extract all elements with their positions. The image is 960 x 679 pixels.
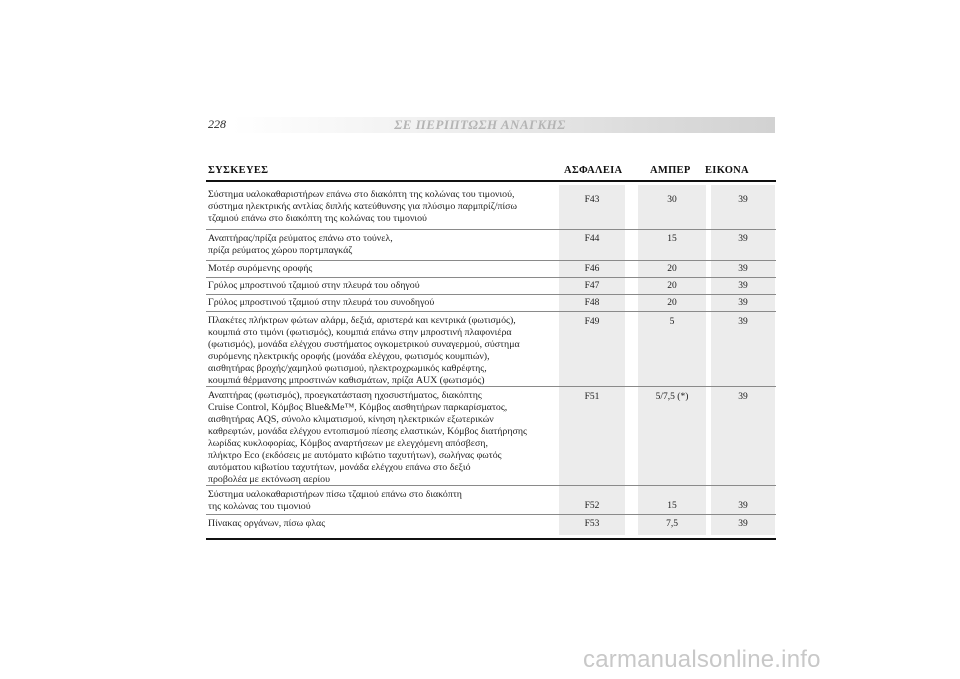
row-description: Πίνακας οργάνων, πίσω φλας xyxy=(208,518,326,529)
row-fuse: F46 xyxy=(584,264,600,274)
column-header-figure: ΕΙΚΟΝΑ xyxy=(705,165,749,176)
table-row xyxy=(206,230,776,261)
row-ampere: 20 xyxy=(667,281,677,291)
table-row xyxy=(206,515,776,535)
row-ampere: 20 xyxy=(667,298,677,308)
row-fuse: F44 xyxy=(584,234,600,244)
table-row xyxy=(206,261,776,278)
row-description: Αναπτήρας/πρίζα ρεύματος επάνω στο τούνελ, πρίζα ρεύματος χώρου πορτμπαγκάζ xyxy=(208,233,393,256)
row-fuse: F49 xyxy=(584,317,600,327)
table-row xyxy=(206,295,776,312)
section-title: ΣΕ ΠΕΡΙΠΤΩΣΗ ΑΝΑΓΚΗΣ xyxy=(394,117,566,132)
row-ampere: 20 xyxy=(667,264,677,274)
row-fuse: F53 xyxy=(584,519,600,529)
table-row xyxy=(206,486,776,515)
row-fuse: F48 xyxy=(584,298,600,308)
row-fuse: F47 xyxy=(584,281,600,291)
row-ampere: 15 xyxy=(667,501,677,511)
table-row xyxy=(206,278,776,295)
row-fuse: F52 xyxy=(584,501,600,511)
row-description: Πλακέτες πλήκτρων φώτων αλάρμ, δεξιά, αριστερά και κεντρικά (φωτισμός), κουμπιά στο τιμόνι (φωτισμός), κουμπιά επάνω στην μπροστινή πλαφονιέρα (φωτισμός), μονάδα ελέγχου συστήματος ογκομετρικού συναγερμού, σύστημα συρόμενης ηλεκτρικής οροφής (μονάδα ελέγχου, φωτισμός κουμπιών), αισθητήρας βροχής/χαμηλού φωτισμού, ηλεκτροχρωμικός καθρέφτης, κουμπιά θέρμανσης μπροστινών καθισμάτων, πρίζα AUX (φωτισμός) xyxy=(208,315,520,386)
row-ampere: 7,5 xyxy=(666,519,678,529)
row-figure: 39 xyxy=(738,392,748,402)
row-description: Γρύλος μπροστινού τζαμιού στην πλευρά του οδηγού xyxy=(208,280,420,291)
row-fuse: F51 xyxy=(584,392,600,402)
column-header-fuse: ΑΣΦΑΛΕΙΑ xyxy=(564,165,623,176)
table-bottom-rule xyxy=(206,538,776,540)
row-figure: 39 xyxy=(738,264,748,274)
row-figure: 39 xyxy=(738,317,748,327)
row-figure: 39 xyxy=(738,519,748,529)
row-ampere: 5/7,5 (*) xyxy=(655,392,689,402)
row-figure: 39 xyxy=(738,501,748,511)
row-description: Γρύλος μπροστινού τζαμιού στην πλευρά του συνοδηγού xyxy=(208,297,435,308)
column-header-devices: ΣΥΣΚΕΥΕΣ xyxy=(208,165,269,176)
row-description: Αναπτήρας (φωτισμός), προεγκατάσταση ηχοσυστήματος, διακόπτης Cruise Control, Κόμβος Blue&Me™, Κόμβος αισθητήρων παρκαρίσματος, αισθητήρας AQS, σύνολο κλιματισμού, κίνηση ηλεκτρικών εξωτερικών καθρεφτών, μονάδα ελέγχου εντοπισμού πίεσης ελαστικών, Κόμβος διατήρησης λωρίδας κυκλοφορίας, Κόμβος αναρτήσεων με ελεγχόμενη απόσβεση, πλήκτρο Eco (εκδόσεις με αυτόματο κιβώτιο ταχυτήτων), σωλήνας φωτός αυτόματου κιβωτίου ταχυτήτων, μονάδα ελέγχου επάνω στο δεξιό προβολέα με εκτόνωση αερίου xyxy=(208,390,527,485)
row-description: Σύστημα υαλοκαθαριστήρων πίσω τζαμιού επάνω στο διακόπτη της κολώνας του τιμονιού xyxy=(208,489,462,512)
row-description: Σύστημα υαλοκαθαριστήρων επάνω στο διακόπτη της κολώνας του τιμονιού, σύστημα ηλεκτρικής αντλίας διπλής κατεύθυνσης για πλύσιμο παρμπρίζ/πίσω τζαμιού επάνω στο διακόπτη της κολώνας του τιμονιού xyxy=(208,189,517,224)
row-ampere: 15 xyxy=(667,234,677,244)
table-row xyxy=(206,186,776,230)
page-number: 228 xyxy=(208,117,226,131)
row-ampere: 5 xyxy=(669,317,675,327)
row-ampere: 30 xyxy=(667,195,677,205)
table-row xyxy=(206,312,776,387)
row-figure: 39 xyxy=(738,298,748,308)
row-description: Μοτέρ συρόμενης οροφής xyxy=(208,263,313,274)
row-figure: 39 xyxy=(738,281,748,291)
row-figure: 39 xyxy=(738,195,748,205)
row-fuse: F43 xyxy=(584,195,600,205)
table-row xyxy=(206,387,776,486)
table-top-rule xyxy=(206,180,776,182)
column-header-ampere: ΑΜΠΕΡ xyxy=(650,165,691,176)
row-figure: 39 xyxy=(738,234,748,244)
watermark: carmanualsonline.info xyxy=(583,646,821,673)
